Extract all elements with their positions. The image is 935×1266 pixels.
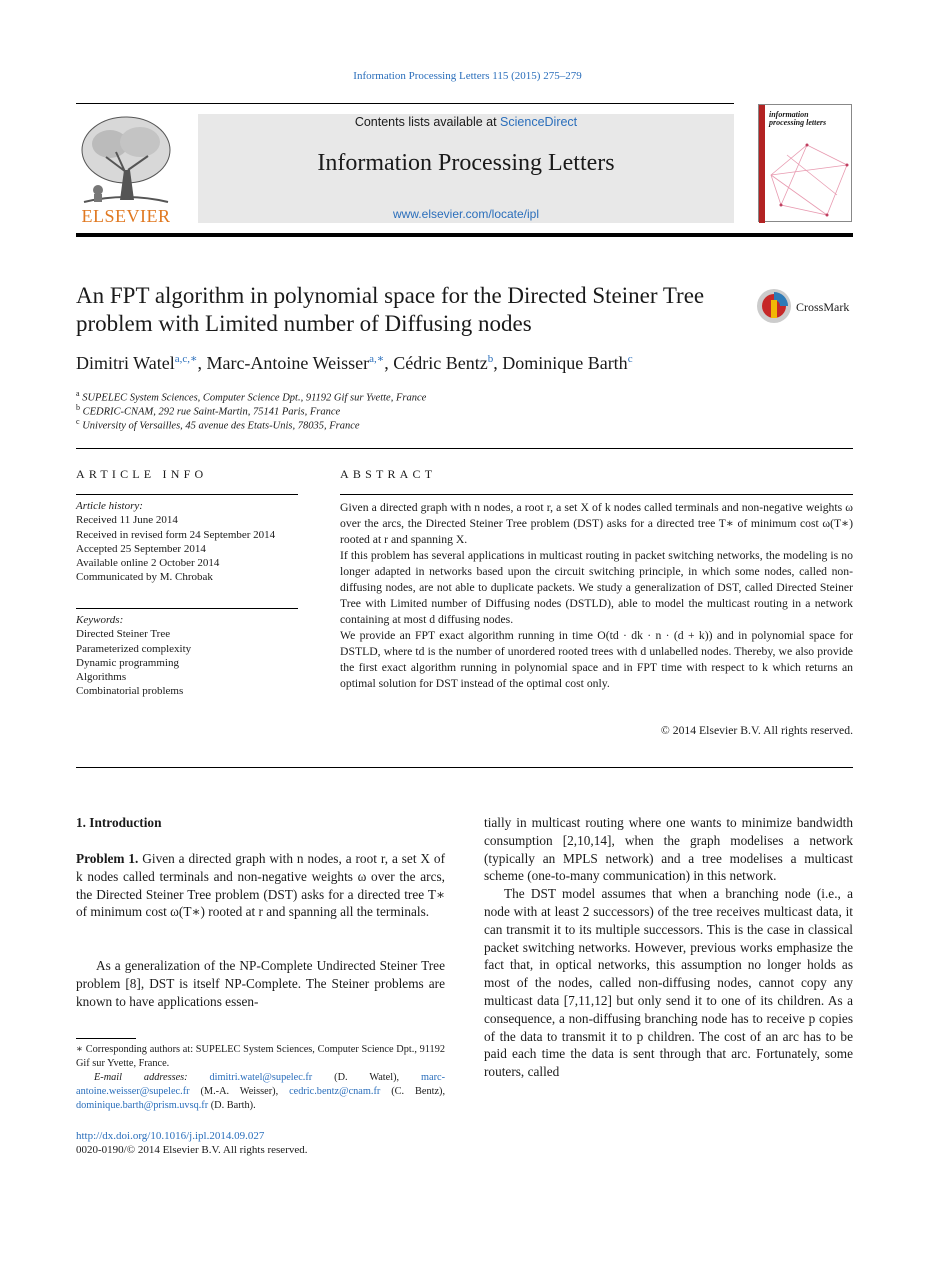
article-history (76, 499, 298, 585)
journal-name: Information Processing Letters (317, 150, 615, 176)
abstract-paragraph: We provide an FPT exact algorithm running in time O(td · dk · n · (d + k)) and in polynomial space for DSTLD, where td is the number of unordered rooted trees with d unlabelled nodes. Thereby, we also provide the first exact algorithm running in polynomial space and in FPT time with respect to k which returns an optimal solution for DST instead of the optimal cost only. (340, 629, 853, 690)
body-paragraph (484, 814, 853, 1081)
section-rule (76, 448, 853, 449)
author-affil-ref[interactable]: c (627, 353, 633, 365)
abstract-paragraph: If this problem has several applications in multicast routing in packet switching networks, the modeling is no longer adapted in networks based upon the circuit switching principle, in which some nodes, called non-diffusing nodes, are not able to duplicate packets. We study a generalization of DST, called Directed Steiner Tree with Limited number of Diffusing nodes (DSTLD), able to model the multicast routing in a network containing at most d diffusing nodes. (340, 549, 853, 626)
cover-title: information processing letters (769, 110, 827, 127)
email-note (76, 1071, 445, 1113)
affiliation: $^b$ CEDRIC-CNAM, 292 rue Saint-Martin, 75141 Paris, France (76, 403, 341, 418)
email-owner: (D. Barth). (210, 1100, 256, 1111)
affiliation: $^a$ SUPELEC System Sciences, Computer Science Dpt., 91192 Gif sur Yvette, France (76, 389, 427, 404)
doi-link[interactable]: http://dx.doi.org/10.1016/j.ipl.2014.09.027 (76, 1130, 265, 1142)
paper-title: An FPT algorithm in polynomial space for the Directed Steiner Tree problem with Limited number of Diffusing nodes (76, 283, 705, 336)
keywords-rule (76, 608, 298, 609)
problem-label: Problem 1. (76, 851, 139, 866)
sciencedirect-link[interactable]: ScienceDirect (500, 115, 578, 129)
keyword-item: Parameterized complexity (76, 642, 192, 655)
author-affil-ref[interactable]: a,c,∗ (174, 353, 198, 365)
abstract-body (340, 500, 853, 692)
crossmark-badge[interactable] (756, 288, 856, 326)
journal-url-link[interactable]: www.elsevier.com/locate/ipl (392, 207, 540, 221)
header-thick-rule (76, 233, 853, 237)
publisher-name: ELSEVIER (81, 206, 171, 226)
author-name[interactable]: Marc-Antoine Weisser (206, 353, 370, 373)
author-affil-ref[interactable]: a,∗ (369, 353, 385, 365)
doi-block (76, 1129, 308, 1157)
contents-line (198, 115, 734, 129)
history-item: Communicated by M. Chrobak (76, 571, 213, 584)
section-heading: 1. Introduction (76, 815, 162, 830)
abstract-paragraph: Given a directed graph with n nodes, a root r, a set X of k nodes called terminals and non-negative weights ω over the arcs, the Directed Steiner Tree problem (DST) asks for a directed tree T∗ of minimum cost ω(T∗) rooted at r and spanning X. (340, 501, 853, 546)
keyword-item: Directed Steiner Tree (76, 628, 171, 641)
email-owner: (C. Bentz), (391, 1086, 446, 1097)
email-link[interactable]: marc-antoine.weisser@supelec.fr (76, 1072, 446, 1097)
author-name[interactable]: Dimitri Watel (76, 353, 175, 373)
email-label: E-mail addresses: (94, 1072, 188, 1083)
keywords (76, 613, 298, 699)
keyword-item: Combinatorial problems (76, 685, 184, 698)
contents-prefix: Contents lists available at (354, 115, 501, 129)
paragraph-text: The DST model assumes that when a branching node (i.e., a node with at least 2 successors) of the tree receives multicast data, it can transmit it to its multiple successors. This is the case in classical packet switching networks. However, previous works emphasize the fact that, in optical networks, this assumption no longer holds as most of the nodes, called non-diffusing nodes, cannot copy any multicast data [7,11,12] but only send it to one of its children. As a consequence, a non-diffusing branching node has to receive p copies of the data to transmit it to p children. The cost of an arc has to be paid each time the data is sent through that arc. Fortunately, some routers, called (484, 886, 853, 1080)
cover-spine (759, 105, 765, 223)
abstract-heading: ABSTRACT (340, 467, 437, 481)
history-item: Received in revised form 24 September 2014 (76, 528, 276, 541)
email-link[interactable]: dimitri.watel@supelec.fr (209, 1072, 313, 1083)
author-name[interactable]: Cédric Bentz (393, 353, 488, 373)
abstract-rule (340, 494, 853, 495)
history-item: Accepted 25 September 2014 (76, 542, 206, 555)
article-info-rule (76, 494, 298, 495)
crossmark-icon (756, 288, 792, 324)
footnotes (76, 1043, 445, 1113)
keyword-item: Dynamic programming (76, 656, 179, 669)
problem-text: Given a directed graph with n nodes, a root r, a set X of k nodes called terminals and non-negative weights ω over the arcs, the Directed Steiner Tree problem (DST) asks for a directed tree T∗ of minimum cost ω(T∗) rooted at r and spanning all the terminals. (76, 851, 445, 920)
issn-line: 0020-0190/© 2014 Elsevier B.V. All rights reserved. (76, 1144, 308, 1156)
keyword-item: Algorithms (76, 671, 127, 684)
abstract-copyright: © 2014 Elsevier B.V. All rights reserved. (660, 724, 853, 737)
history-label: Article history: (76, 500, 143, 512)
corresponding-note: ∗ Corresponding authors at: SUPELEC System Sciences, Computer Science Dpt., 91192 Gif sur Yvette, France. (76, 1044, 445, 1069)
email-owner: (M.-A. Weisser), (200, 1086, 279, 1097)
keywords-label: Keywords: (76, 614, 124, 626)
crossmark-label: CrossMark (796, 300, 850, 314)
affiliation: $^c$ University of Versailles, 45 avenue des Etats-Unis, 78035, France (76, 417, 360, 432)
author-name[interactable]: Dominique Barth (502, 353, 628, 373)
history-item: Available online 2 October 2014 (76, 557, 220, 570)
email-link[interactable]: cedric.bentz@cnam.fr (289, 1086, 381, 1097)
author-list: Dimitri Watel$^{a,c,∗}$, Marc-Antoine Weisser$^{a,∗}$, Cédric Bentz$^b$, Dominique Barth$^c$ (76, 353, 633, 373)
cover-graphic-icon (767, 135, 851, 219)
email-link[interactable]: dominique.barth@prism.uvsq.fr (76, 1100, 209, 1111)
journal-cover[interactable] (758, 104, 852, 222)
journal-citation[interactable]: Information Processing Letters 115 (2015) 275–279 (353, 70, 582, 82)
elsevier-logo (76, 112, 176, 224)
body-paragraph (76, 957, 445, 1010)
section-rule (76, 767, 853, 768)
author-affil-ref[interactable]: b (487, 353, 494, 365)
paragraph-text: As a generalization of the NP-Complete Undirected Steiner Tree problem [8], DST is itself NP-Complete. The Steiner problems are known to have applications essen- (76, 958, 445, 1009)
article-info-heading: ARTICLE INFO (76, 467, 208, 481)
header-rule (76, 103, 734, 104)
paragraph-text: tially in multicast routing where one wants to minimize bandwidth consumption [2,10,14], when the graph modelises a network (typically an MPLS network) and a tree modelises a multicast scheme (one-to-many communication) in this network. (484, 815, 853, 884)
footnote-rule (76, 1038, 136, 1039)
email-owner: (D. Watel), (334, 1072, 400, 1083)
problem-statement (76, 850, 445, 921)
history-item: Received 11 June 2014 (76, 514, 178, 527)
